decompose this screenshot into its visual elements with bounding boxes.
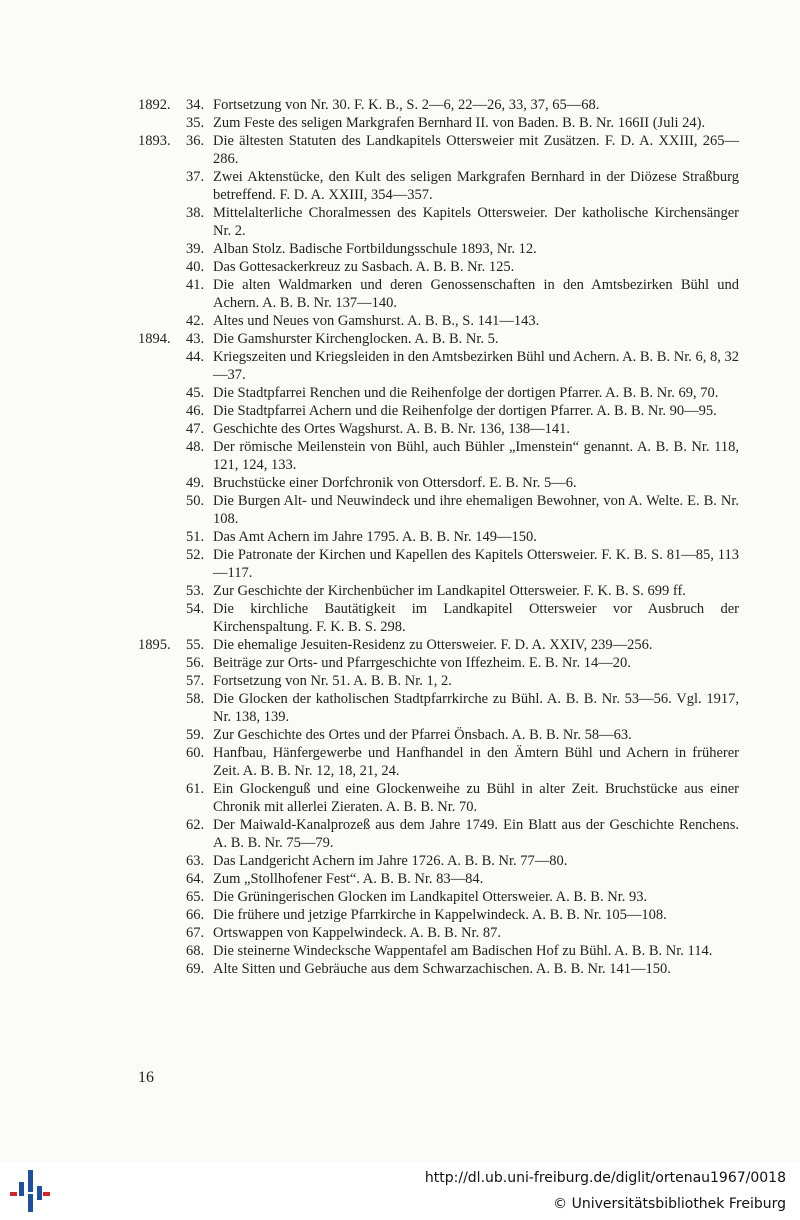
- entry-text: Die kirchliche Bautätigkeit im Landkapitel Ottersweier vor Ausbruch der Kirchenspaltung. F. K. B. S. 298.: [213, 601, 739, 635]
- page-number: 16: [138, 1069, 154, 1086]
- bibliography-entry: [0, 600, 800, 636]
- bibliography-entry: [0, 168, 800, 204]
- entry-number: 49.: [186, 475, 205, 491]
- library-logo-icon: [10, 1170, 50, 1212]
- entry-text: Die Stadtpfarrei Renchen und die Reihenfolge der dortigen Pfarrer. A. B. B. Nr. 69, 70.: [213, 385, 719, 401]
- bibliography-entry: [0, 744, 800, 780]
- bibliography-entry: [0, 546, 800, 582]
- entry-number: 52.: [186, 547, 205, 563]
- entry-number: 37.: [186, 169, 205, 185]
- bibliography-entry: [0, 402, 800, 420]
- entry-number: 69.: [186, 961, 205, 977]
- entry-number: 59.: [186, 727, 205, 743]
- entry-number: 63.: [186, 853, 205, 869]
- entry-text: Die steinerne Windecksche Wappentafel am Badischen Hof zu Bühl. A. B. B. Nr. 114.: [213, 943, 713, 959]
- entry-number: 65.: [186, 889, 205, 905]
- entry-number: 53.: [186, 583, 205, 599]
- bibliography-entry: [0, 924, 800, 942]
- entry-text: Zum „Stollhofener Fest“. A. B. B. Nr. 83—84.: [213, 871, 484, 887]
- entry-text: Das Amt Achern im Jahre 1795. A. B. B. Nr. 149—150.: [213, 529, 537, 545]
- entry-number: 40.: [186, 259, 205, 275]
- bibliography-entry: [0, 528, 800, 546]
- bibliography-entry: [0, 132, 800, 168]
- bibliography-entry: [0, 492, 800, 528]
- entry-number: 60.: [186, 745, 205, 761]
- entry-number: 64.: [186, 871, 205, 887]
- bibliography-entry: [0, 960, 800, 978]
- entry-text: Das Landgericht Achern im Jahre 1726. A. B. B. Nr. 77—80.: [213, 853, 568, 869]
- bibliography-list: [0, 96, 800, 978]
- entry-number: 61.: [186, 781, 205, 797]
- bibliography-entry: [0, 672, 800, 690]
- bibliography-entry: [0, 312, 800, 330]
- bibliography-entry: [0, 582, 800, 600]
- bibliography-entry: [0, 204, 800, 240]
- entry-text: Alban Stolz. Badische Fortbildungsschule 1893, Nr. 12.: [213, 241, 537, 257]
- entry-number: 38.: [186, 205, 205, 221]
- entry-text: Ortswappen von Kappelwindeck. A. B. B. Nr. 87.: [213, 925, 501, 941]
- entry-text: Geschichte des Ortes Wagshurst. A. B. B. Nr. 136, 138—141.: [213, 421, 571, 437]
- entry-text: Zwei Aktenstücke, den Kult des seligen Markgrafen Bernhard in der Diözese Straßburg betreffend. F. D. A. XXIII, 354—357.: [213, 169, 739, 203]
- entry-text: Fortsetzung von Nr. 51. A. B. B. Nr. 1, 2.: [213, 673, 452, 689]
- entry-text: Die frühere und jetzige Pfarrkirche in Kappelwindeck. A. B. B. Nr. 105—108.: [213, 907, 667, 923]
- entry-text: Fortsetzung von Nr. 30. F. K. B., S. 2—6, 22—26, 33, 37, 65—68.: [213, 97, 600, 113]
- entry-text: Die ältesten Statuten des Landkapitels Ottersweier mit Zusätzen. F. D. A. XXIII, 265—286.: [213, 133, 739, 167]
- entry-number: 50.: [186, 493, 205, 509]
- bibliography-entry: [0, 420, 800, 438]
- entry-text: Zum Feste des seligen Markgrafen Bernhard II. von Baden. B. B. Nr. 166II (Juli 24).: [213, 115, 706, 131]
- entry-number: 41.: [186, 277, 205, 293]
- bibliography-entry: [0, 942, 800, 960]
- bibliography-entry: [0, 636, 800, 654]
- entry-text: Die Burgen Alt- und Neuwindeck und ihre ehemaligen Bewohner, von A. Welte. E. B. Nr. 108.: [213, 493, 739, 527]
- bibliography-entry: [0, 906, 800, 924]
- bibliography-entry: [0, 888, 800, 906]
- entry-text: Die alten Waldmarken und deren Genossenschaften in den Amtsbezirken Bühl und Achern. A. B. B. Nr. 137—140.: [213, 277, 739, 311]
- entry-text: Alte Sitten und Gebräuche aus dem Schwarzachischen. A. B. B. Nr. 141—150.: [213, 961, 671, 977]
- bibliography-entry: [0, 816, 800, 852]
- bibliography-entry: [0, 726, 800, 744]
- entry-text: Die Patronate der Kirchen und Kapellen des Kapitels Ottersweier. F. K. B. S. 81—85, 113—117.: [213, 547, 739, 581]
- entry-number: 43.: [186, 331, 205, 347]
- bibliography-entry: [0, 348, 800, 384]
- entry-number: 51.: [186, 529, 205, 545]
- entry-text: Kriegszeiten und Kriegsleiden in den Amtsbezirken Bühl und Achern. A. B. B. Nr. 6, 8, 32—37.: [213, 349, 739, 383]
- entry-text: Mittelalterliche Choralmessen des Kapitels Ottersweier. Der katholische Kirchensänger Nr. 2.: [213, 205, 739, 239]
- bibliography-entry: [0, 240, 800, 258]
- bibliography-entry: [0, 276, 800, 312]
- bibliography-entry: [0, 96, 800, 114]
- entry-number: 47.: [186, 421, 205, 437]
- bibliography-entry: [0, 438, 800, 474]
- entry-year: 1894.: [138, 331, 171, 347]
- entry-number: 62.: [186, 817, 205, 833]
- bibliography-entry: [0, 780, 800, 816]
- entry-text: Die ehemalige Jesuiten-Residenz zu Ottersweier. F. D. A. XXIV, 239—256.: [213, 637, 653, 653]
- copyright-notice: © Universitätsbibliothek Freiburg: [553, 1196, 786, 1212]
- entry-number: 36.: [186, 133, 205, 149]
- entry-number: 42.: [186, 313, 205, 329]
- bibliography-entry: [0, 114, 800, 132]
- library-footer: [0, 1162, 800, 1220]
- bibliography-entry: [0, 690, 800, 726]
- entry-year: 1895.: [138, 637, 171, 653]
- entry-number: 54.: [186, 601, 205, 617]
- entry-text: Das Gottesackerkreuz zu Sasbach. A. B. B. Nr. 125.: [213, 259, 515, 275]
- entry-text: Zur Geschichte des Ortes und der Pfarrei Önsbach. A. B. B. Nr. 58—63.: [213, 727, 632, 743]
- entry-number: 55.: [186, 637, 205, 653]
- entry-number: 56.: [186, 655, 205, 671]
- entry-year: 1893.: [138, 133, 171, 149]
- entry-number: 39.: [186, 241, 205, 257]
- entry-number: 48.: [186, 439, 205, 455]
- entry-text: Die Grüningerischen Glocken im Landkapitel Ottersweier. A. B. B. Nr. 93.: [213, 889, 648, 905]
- bibliography-entry: [0, 870, 800, 888]
- bibliography-entry: [0, 258, 800, 276]
- entry-number: 68.: [186, 943, 205, 959]
- bibliography-entry: [0, 384, 800, 402]
- entry-text: Hanfbau, Hänfergewerbe und Hanfhandel in den Ämtern Bühl und Achern in früherer Zeit. A. B. B. Nr. 12, 18, 21, 24.: [213, 745, 739, 779]
- entry-text: Die Stadtpfarrei Achern und die Reihenfolge der dortigen Pfarrer. A. B. B. Nr. 90—95.: [213, 403, 717, 419]
- entry-number: 46.: [186, 403, 205, 419]
- entry-number: 35.: [186, 115, 205, 131]
- entry-number: 34.: [186, 97, 205, 113]
- entry-year: 1892.: [138, 97, 171, 113]
- entry-text: Der römische Meilenstein von Bühl, auch Bühler „Imenstein“ genannt. A. B. B. Nr. 118, 121, 124, 133.: [213, 439, 739, 473]
- entry-text: Beiträge zur Orts- und Pfarrgeschichte von Iffezheim. E. B. Nr. 14—20.: [213, 655, 631, 671]
- entry-number: 66.: [186, 907, 205, 923]
- entry-text: Ein Glockenguß und eine Glockenweihe zu Bühl in alter Zeit. Bruchstücke aus einer Chronik mit allerlei Zieraten. A. B. B. Nr. 70.: [213, 781, 739, 815]
- bibliography-entry: [0, 330, 800, 348]
- bibliography-entry: [0, 852, 800, 870]
- entry-text: Die Gamshurster Kirchenglocken. A. B. B. Nr. 5.: [213, 331, 499, 347]
- source-url-link[interactable]: http://dl.ub.uni-freiburg.de/diglit/ortenau1967/0018: [424, 1170, 786, 1186]
- entry-number: 44.: [186, 349, 205, 365]
- entry-text: Zur Geschichte der Kirchenbücher im Landkapitel Ottersweier. F. K. B. S. 699 ff.: [213, 583, 686, 599]
- entry-number: 58.: [186, 691, 205, 707]
- entry-number: 67.: [186, 925, 205, 941]
- bibliography-entry: [0, 654, 800, 672]
- entry-number: 45.: [186, 385, 205, 401]
- entry-text: Die Glocken der katholischen Stadtpfarrkirche zu Bühl. A. B. B. Nr. 53—56. Vgl. 1917, Nr. 138, 139.: [213, 691, 739, 725]
- entry-number: 57.: [186, 673, 205, 689]
- bibliography-entry: [0, 474, 800, 492]
- entry-text: Der Maiwald-Kanalprozeß aus dem Jahre 1749. Ein Blatt aus der Geschichte Renchens. A. B. B. Nr. 75—79.: [213, 817, 739, 851]
- entry-text: Bruchstücke einer Dorfchronik von Ottersdorf. E. B. Nr. 5—6.: [213, 475, 577, 491]
- entry-text: Altes und Neues von Gamshurst. A. B. B., S. 141—143.: [213, 313, 540, 329]
